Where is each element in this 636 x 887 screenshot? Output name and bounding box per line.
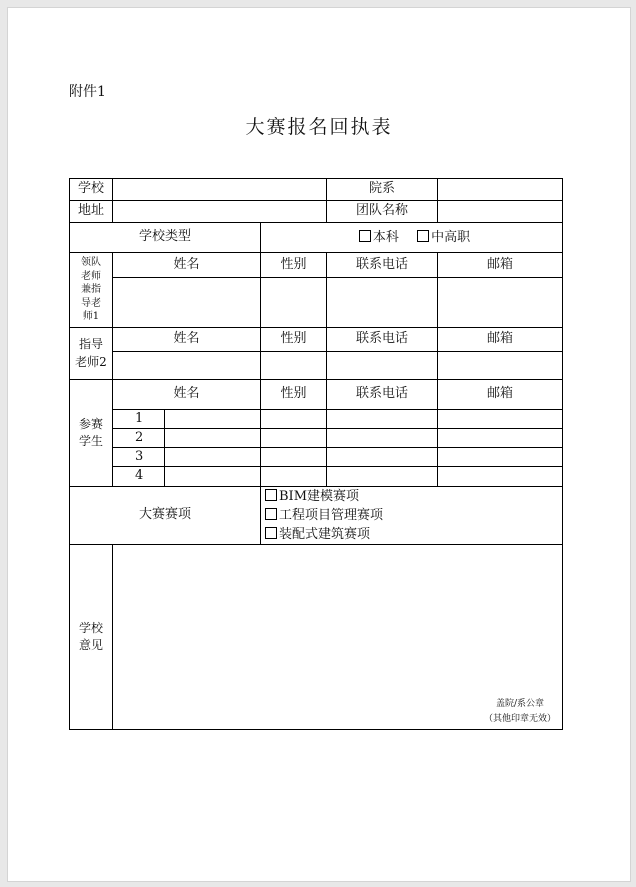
row-school [70, 179, 563, 201]
department-label: 院系 [327, 179, 438, 201]
document-page [7, 7, 631, 882]
row-school-type [70, 223, 563, 253]
opinion-label: 学校 意见 [70, 545, 113, 730]
checkbox-icon[interactable] [265, 527, 277, 539]
student-gender-field[interactable] [261, 467, 327, 487]
advisor2-label: 指导 老师2 [70, 328, 113, 380]
student-email-field[interactable] [438, 448, 563, 467]
student-row [70, 448, 563, 467]
opinion-field[interactable] [113, 545, 563, 730]
student-row [70, 467, 563, 487]
student-name-field[interactable] [165, 467, 261, 487]
student-name-field[interactable] [165, 429, 261, 448]
team-name-field[interactable] [438, 201, 563, 223]
page-title: 大赛报名回执表 [245, 116, 393, 138]
student-email-field[interactable] [438, 410, 563, 429]
student-email-field[interactable] [438, 429, 563, 448]
attachment-label: 附件1 [69, 84, 106, 100]
student-email-field[interactable] [438, 467, 563, 487]
school-type-options [261, 223, 563, 253]
student-phone-field[interactable] [327, 467, 438, 487]
leader-phone-header: 联系电话 [327, 253, 438, 278]
leader-email-field[interactable] [438, 278, 563, 328]
leader-name-header: 姓名 [113, 253, 261, 278]
student-gender-field[interactable] [261, 429, 327, 448]
school-field[interactable] [113, 179, 327, 201]
leader-phone-field[interactable] [327, 278, 438, 328]
stamp-note: 盖院/系公章 （其他印章无效） [483, 699, 556, 724]
row-address [70, 201, 563, 223]
advisor2-name-header: 姓名 [113, 328, 261, 352]
student-gender-field[interactable] [261, 448, 327, 467]
registration-form-table [69, 178, 563, 730]
leader-entry-row [70, 278, 563, 328]
advisor2-gender-field[interactable] [261, 352, 327, 380]
student-number: 1 [113, 410, 165, 429]
advisor2-phone-header: 联系电话 [327, 328, 438, 352]
leader-label: 领队 老师 兼指 导老 师1 [70, 253, 113, 328]
students-name-header: 姓名 [113, 380, 261, 410]
student-gender-field[interactable] [261, 410, 327, 429]
team-name-label: 团队名称 [327, 201, 438, 223]
students-phone-header: 联系电话 [327, 380, 438, 410]
student-phone-field[interactable] [327, 448, 438, 467]
option-vocational[interactable]: 中高职 [417, 230, 470, 246]
leader-gender-header: 性别 [261, 253, 327, 278]
leader-header-row [70, 253, 563, 278]
student-row [70, 410, 563, 429]
checkbox-icon[interactable] [359, 230, 371, 242]
row-competition [70, 487, 563, 545]
row-opinion [70, 545, 563, 730]
checkbox-icon[interactable] [265, 508, 277, 520]
address-field[interactable] [113, 201, 327, 223]
advisor2-email-field[interactable] [438, 352, 563, 380]
competition-label: 大赛赛项 [70, 487, 261, 545]
leader-gender-field[interactable] [261, 278, 327, 328]
student-row [70, 429, 563, 448]
competition-options [261, 487, 563, 545]
student-number: 3 [113, 448, 165, 467]
student-phone-field[interactable] [327, 410, 438, 429]
leader-name-field[interactable] [113, 278, 261, 328]
school-label: 学校 [70, 179, 113, 201]
student-name-field[interactable] [165, 410, 261, 429]
school-type-label: 学校类型 [70, 223, 261, 253]
student-phone-field[interactable] [327, 429, 438, 448]
checkbox-icon[interactable] [417, 230, 429, 242]
advisor2-header-row [70, 328, 563, 352]
students-gender-header: 性别 [261, 380, 327, 410]
students-label: 参赛 学生 [70, 380, 113, 487]
option-undergraduate[interactable]: 本科 [359, 230, 399, 246]
advisor2-gender-header: 性别 [261, 328, 327, 352]
option-prefabricated-building[interactable]: 装配式建筑赛项 [265, 525, 562, 544]
students-email-header: 邮箱 [438, 380, 563, 410]
advisor2-name-field[interactable] [113, 352, 261, 380]
checkbox-icon[interactable] [265, 489, 277, 501]
option-bim[interactable]: BIM建模赛项 [265, 487, 562, 506]
leader-email-header: 邮箱 [438, 253, 563, 278]
students-header-row [70, 380, 563, 410]
advisor2-email-header: 邮箱 [438, 328, 563, 352]
address-label: 地址 [70, 201, 113, 223]
option-project-management[interactable]: 工程项目管理赛项 [265, 506, 562, 525]
advisor2-entry-row [70, 352, 563, 380]
department-field[interactable] [438, 179, 563, 201]
student-name-field[interactable] [165, 448, 261, 467]
student-number: 4 [113, 467, 165, 487]
student-number: 2 [113, 429, 165, 448]
advisor2-phone-field[interactable] [327, 352, 438, 380]
